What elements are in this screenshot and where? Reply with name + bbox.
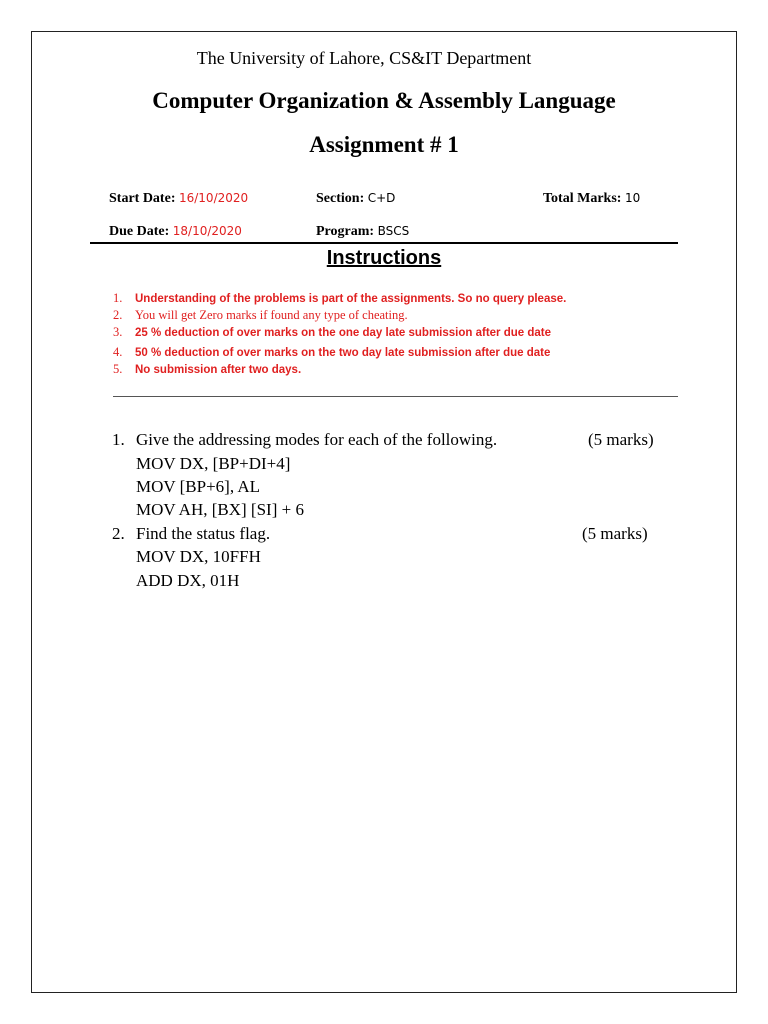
instruction-item: 4. 50 % deduction of over marks on the two day late submission after due date [113, 345, 551, 359]
program: Program: BSCS [316, 224, 410, 239]
code-line: MOV DX, 10FFH [136, 547, 261, 566]
question-2-marks: (5 marks) [582, 524, 648, 543]
question-text: Give the addressing modes for each of the following. [136, 430, 498, 449]
code-line: ADD DX, 01H [136, 571, 240, 590]
start-date: Start Date: 16/10/2020 [109, 191, 249, 206]
question-number: 2. [112, 524, 125, 543]
code-line: MOV [BP+6], AL [136, 477, 261, 496]
instruction-text: 50 % deduction of over marks on the two day late submission after due date [135, 347, 551, 359]
instruction-text: You will get Zero marks if found any type of cheating. [135, 308, 408, 322]
section: Section: C+D [316, 191, 396, 206]
code-line: MOV DX, [BP+DI+4] [136, 454, 291, 473]
instructions-heading: Instructions [326, 247, 442, 269]
total-marks: Total Marks: 10 [543, 191, 641, 206]
start-date-label: Start Date [109, 191, 171, 206]
instruction-item: 1. Understanding of the problems is part of the assignments. So no query please. [113, 291, 567, 305]
instruction-item: 3. 25 % deduction of over marks on the one day late submission after due date [113, 325, 552, 339]
question-number: 1. [112, 430, 125, 449]
university-title: The University of Lahore, CS&IT Department [196, 48, 532, 68]
due-date-label: Due Date [109, 224, 165, 239]
section-label: Section [316, 191, 360, 206]
code-line: MOV AH, [BX] [SI] + 6 [136, 500, 304, 519]
instruction-text: 25 % deduction of over marks on the one day late submission after due date [135, 327, 552, 339]
instructions-divider [113, 396, 678, 397]
question-1-marks: (5 marks) [588, 430, 654, 449]
header-divider [90, 242, 678, 244]
instruction-item: 5. No submission after two days. [113, 362, 302, 376]
instruction-text: No submission after two days. [135, 364, 302, 376]
question-2 [112, 524, 270, 544]
total-marks-value: 10 [624, 191, 641, 205]
instruction-text: Understanding of the problems is part of the assignments. So no query please. [135, 293, 567, 305]
question-text: Find the status flag. [136, 524, 271, 543]
start-date-value: 16/10/2020 [178, 191, 249, 205]
due-date-value: 18/10/2020 [172, 224, 242, 238]
program-label: Program [316, 224, 370, 239]
assignment-title: Assignment # 1 [309, 132, 459, 157]
due-date: Due Date: 18/10/2020 [109, 224, 242, 239]
program-value: BSCS [377, 224, 410, 238]
course-title: Computer Organization & Assembly Language [152, 88, 616, 113]
instruction-item: 2. You will get Zero marks if found any type of cheating. [113, 308, 408, 322]
total-marks-label: Total Marks [543, 191, 617, 206]
question-1 [112, 430, 497, 450]
section-value: C+D [367, 191, 396, 205]
